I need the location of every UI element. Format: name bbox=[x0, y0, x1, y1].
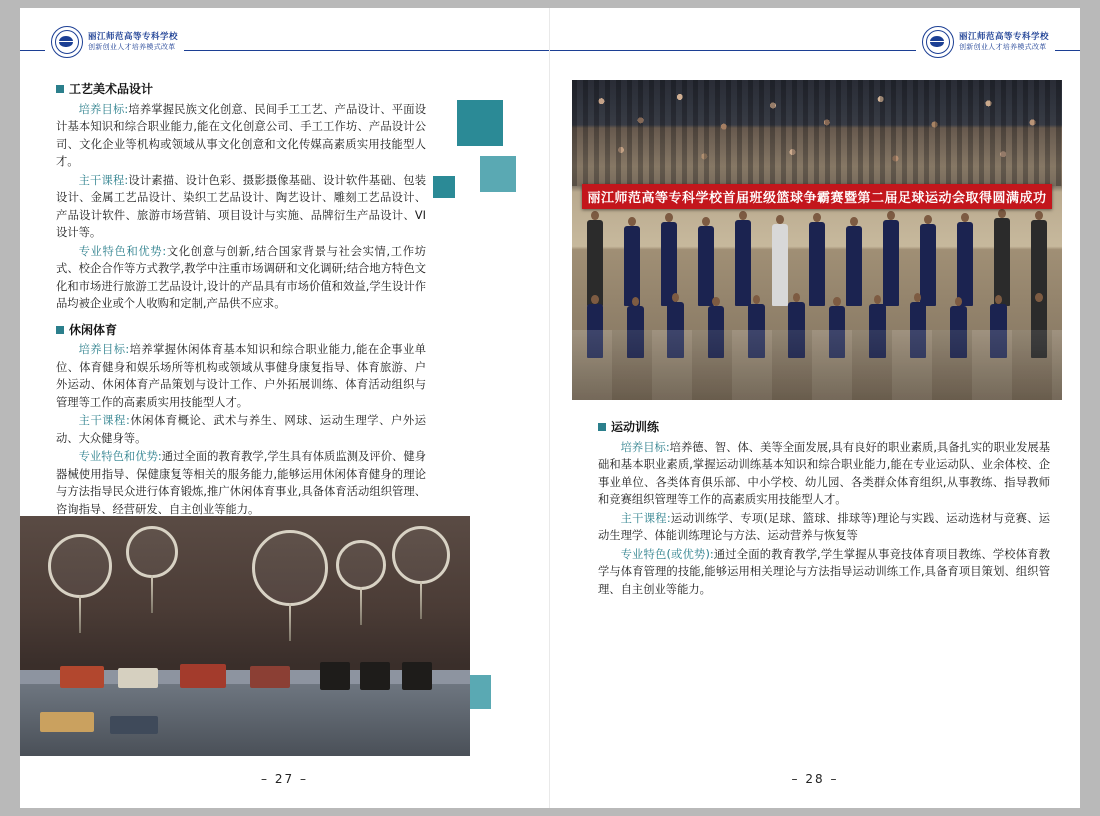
paragraph-text: 通过全面的教育教学,学生具有体质监测及评价、健身器械使用指导、保健康复等相关的服务能力,能够运用休闲体育健身的理论与方法指导民众进行体育锻炼,推广休闲体育事业,具备体育活动组织管理、咨询指导、经营研发、自主创业等能力。 bbox=[56, 450, 427, 516]
school-logo-right bbox=[916, 26, 1055, 58]
dreamcatcher-icon bbox=[336, 540, 386, 590]
dreamcatcher-icon bbox=[48, 534, 112, 598]
paragraph bbox=[598, 510, 1050, 545]
right-page bbox=[550, 8, 1080, 808]
section-title-text: 工艺美术品设计 bbox=[69, 82, 154, 96]
person bbox=[883, 220, 900, 306]
gym-scene bbox=[572, 80, 1062, 400]
craft-item bbox=[320, 662, 350, 690]
craft-item bbox=[118, 668, 158, 688]
bullet-square-icon bbox=[56, 85, 64, 93]
logo-name-sub: 创新创业人才培养模式改革 bbox=[958, 42, 1047, 51]
logo-name-cn: 丽江师范高等专科学校 bbox=[88, 32, 179, 43]
paragraph-lead: 专业特色(或优势): bbox=[620, 547, 714, 561]
bullet-square-icon bbox=[56, 326, 64, 334]
section-heading-leisure-sports bbox=[56, 321, 426, 340]
person bbox=[624, 226, 641, 306]
paragraph-text: 休闲体育概论、武术与养生、网球、运动生理学、户外运动、大众健身等。 bbox=[56, 414, 426, 445]
dreamcatcher-icon bbox=[252, 530, 328, 606]
logo-name-cn: 丽江师范高等专科学校 bbox=[958, 32, 1049, 43]
magazine-spread bbox=[20, 8, 1080, 808]
decor-square-3 bbox=[433, 176, 455, 198]
paragraph-lead: 主干课程: bbox=[78, 173, 129, 187]
paragraph-lead: 培养目标: bbox=[620, 440, 670, 454]
dreamcatcher-icon bbox=[126, 526, 178, 578]
person bbox=[994, 218, 1011, 306]
event-banner: 丽江师范高等专科学校首届班级篮球争霸赛暨第二届足球运动会取得圆满成功 bbox=[582, 184, 1052, 209]
craft-item bbox=[180, 664, 226, 688]
craft-item bbox=[60, 666, 104, 688]
paragraph-text: 运动训练学、专项(足球、篮球、排球等)理论与实践、运动选材与竞赛、运动生理学、体能训练理论与方法、运动营养与恢复等 bbox=[598, 511, 1050, 543]
paragraph-lead: 主干课程: bbox=[78, 414, 130, 428]
left-text-column bbox=[56, 80, 426, 519]
paragraph bbox=[56, 341, 426, 411]
paragraph-lead: 主干课程: bbox=[620, 511, 671, 525]
paragraph bbox=[56, 101, 426, 171]
paragraph bbox=[598, 439, 1050, 509]
paragraph bbox=[56, 412, 426, 447]
school-seal-icon bbox=[51, 26, 83, 58]
person bbox=[587, 220, 604, 306]
paragraph bbox=[598, 546, 1050, 599]
section-title-text: 运动训练 bbox=[611, 420, 660, 434]
person bbox=[920, 224, 937, 306]
paragraph-lead: 培养目标: bbox=[78, 343, 130, 357]
person bbox=[957, 222, 974, 306]
paragraph-text: 培养掌握休闲体育基本知识和综合职业能力,能在企事业单位、体育健身和娱乐场所等机构或领域从事健身康复指导、体育旅游、户外运动、休闲体育产品策划与设计工作、户外拓展训练、体育活动组织与管理等工作的高素质实用技能型人才。 bbox=[56, 343, 427, 409]
craft-exhibition-photo bbox=[20, 516, 470, 756]
basketball-team-photo bbox=[572, 80, 1062, 400]
right-page-header bbox=[550, 26, 1080, 68]
team-back-row bbox=[587, 220, 1048, 306]
paragraph bbox=[56, 448, 426, 518]
section-heading-craft bbox=[56, 80, 426, 99]
spectator-crowd-texture bbox=[572, 80, 1062, 186]
section-heading-sports-training bbox=[598, 418, 1050, 437]
right-text-column bbox=[598, 418, 1050, 599]
craft-item bbox=[360, 662, 390, 690]
paragraph bbox=[56, 172, 426, 242]
logo-name-sub: 创新创业人才培养模式改革 bbox=[88, 42, 176, 51]
page-number-right: – 28 – bbox=[791, 772, 839, 786]
paragraph-lead: 培养目标: bbox=[78, 102, 129, 116]
craft-item bbox=[110, 716, 158, 734]
left-page-header bbox=[20, 26, 549, 68]
paragraph-text: 培养掌握民族文化创意、民间手工工艺、产品设计、平面设计基本知识和综合职业能力,能在文化创意公司、手工工作坊、产品设计公司、文化企业等机构或领域从事文化创意和文化传媒高素质实用技能型人才。 bbox=[56, 102, 426, 169]
person bbox=[846, 226, 863, 306]
section-title-text: 休闲体育 bbox=[69, 322, 118, 337]
logo-text bbox=[88, 33, 178, 51]
craft-item bbox=[40, 712, 94, 732]
paragraph-text: 文化创意与创新,结合国家背景与社会实情,工作坊式、校企合作等方式教学,教学中注重市场调研和文化调研;结合地方特色文化和市场进行旅游工艺品设计,设计的产品具有市场价值和效益,学生设计作品均被企业或个人收购和定制,产品供不应求。 bbox=[56, 244, 426, 311]
logo-text bbox=[959, 33, 1049, 51]
decor-square-2 bbox=[480, 156, 516, 192]
paragraph-text: 设计素描、设计色彩、摄影摄像基础、设计软件基础、包装设计、金属工艺品设计、染织工艺品设计、陶艺设计、雕刻工艺品设计、产品设计软件、旅游市场营销、项目设计与实施、品牌衍生产品设计、VI设计等。 bbox=[56, 173, 426, 240]
dreamcatcher-icon bbox=[392, 526, 450, 584]
school-logo-left bbox=[45, 26, 184, 58]
craft-item bbox=[250, 666, 290, 688]
paragraph bbox=[56, 243, 426, 313]
school-seal-icon bbox=[922, 26, 954, 58]
left-page bbox=[20, 8, 550, 808]
person bbox=[735, 220, 752, 306]
craft-photo-content bbox=[20, 516, 470, 756]
bullet-square-icon bbox=[598, 423, 606, 431]
decor-square-1 bbox=[457, 100, 503, 146]
page-number-left: – 27 – bbox=[261, 772, 308, 786]
person bbox=[772, 224, 789, 306]
court-floor bbox=[572, 330, 1062, 400]
person bbox=[809, 222, 826, 306]
paragraph-text: 通过全面的教育教学,学生掌握从事竞技体育项目教练、学校体育教学与体育管理的技能,能够运用相关理论与方法指导运动训练工作,具备育项目策划、组织管理、自主创业等能力。 bbox=[598, 547, 1050, 596]
paragraph-lead: 专业特色和优势: bbox=[78, 450, 162, 464]
paragraph-text: 培养德、智、体、美等全面发展,具有良好的职业素质,具备扎实的职业发展基础和基本职业素质,掌握运动训练基本知识和综合职业能力,能在专业运动队、业余体校、企事业单位、各类体育俱乐部、中小学校、幼儿园、各类群众体育组织,从事教练、指导教师和竞赛组织管理等工作的高素质实用技能型人才。 bbox=[598, 440, 1051, 507]
person bbox=[698, 226, 715, 306]
craft-item bbox=[402, 662, 432, 690]
paragraph-lead: 专业特色和优势: bbox=[78, 244, 167, 258]
